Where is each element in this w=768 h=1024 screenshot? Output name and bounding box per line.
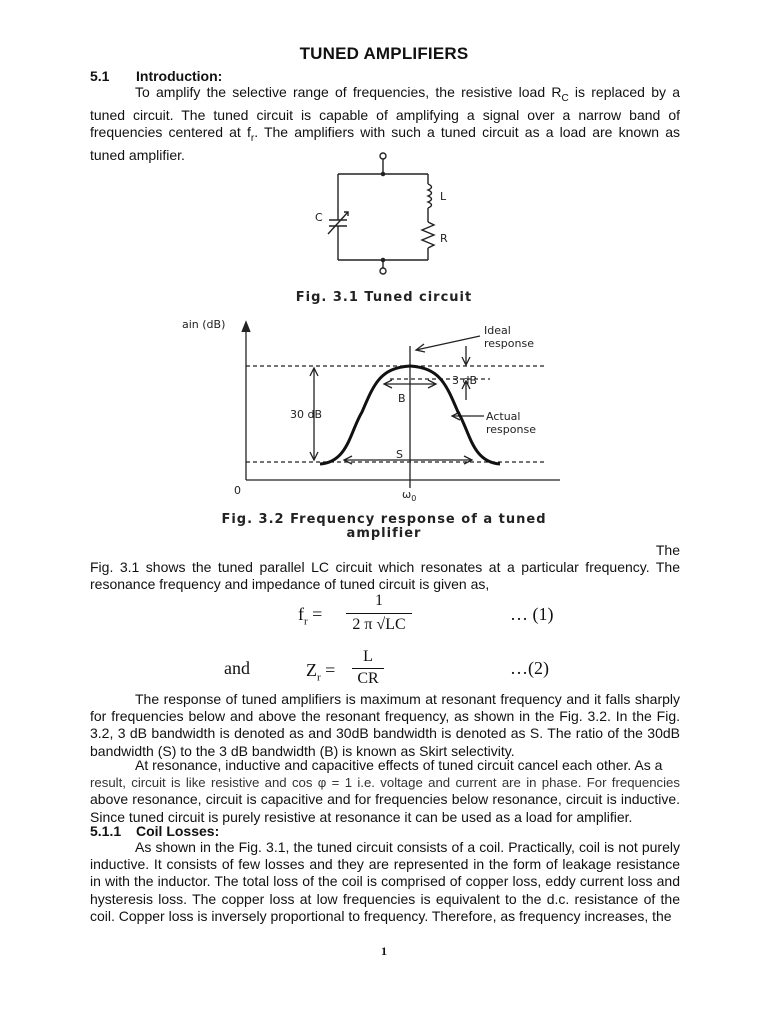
eq2-numerator: L xyxy=(363,648,373,665)
eq2-number: …(2) xyxy=(510,658,549,678)
frequency-response-diagram xyxy=(180,312,570,508)
fig-ref-lead: The xyxy=(655,542,680,558)
eq2-and: and xyxy=(224,658,250,678)
label-B: B xyxy=(398,392,406,405)
eq2-lhs: $Z_r$ = xyxy=(306,660,336,684)
label-R: R xyxy=(440,232,448,245)
label-L: L xyxy=(440,190,447,203)
tuned-circuit-diagram xyxy=(300,148,470,280)
page-number: 1 xyxy=(381,944,387,958)
response-paragraph: The response of tuned amplifiers is maximum at resonant frequency and it falls sharply for frequencies below and above the resonant frequency, as shown in the Fig. 3.2. In the Fig. 3.2, 3 dB bandwidth is denoted as and 30dB bandwidth is denoted as S. The ratio of the 30dB bandwidth (S) to the 3 dB bandwidth (B) is known as Skirt selectivity. xyxy=(90,691,680,759)
fig2-caption-line1: Fig. 3.2 Frequency response of a tuned xyxy=(221,512,547,527)
actual-response-label: Actual response xyxy=(486,410,536,436)
fig1-caption: Fig. 3.1 Tuned circuit xyxy=(295,290,473,305)
omega-label: $\omega_0$ xyxy=(402,488,417,503)
eq2-denominator: CR xyxy=(357,670,379,687)
section-number: 5.1 xyxy=(90,68,110,84)
eq1-fraction-bar xyxy=(346,613,412,614)
intro-paragraph: To amplify the selective range of frequencies, the resistive load $R_C$ is replaced by a tuned circuit. The tuned circuit is capable of amplifying a signal over a narrow band of frequencies centered at $f_r$. The amplifiers with such a tuned circuit as a load are known as tuned amplifier. xyxy=(90,84,680,164)
eq1-lhs: $f_r$ = xyxy=(298,604,323,628)
coil-paragraph: As shown in the Fig. 3.1, the tuned circuit consists of a coil. Practically, coil is not purely inductive. It consists of few losses and they are represented in the form of leakage resistance in with the inductor. The total loss of the coil is comprised of copper loss, eddy current loss and hysteresis loss. The copper loss at low frequencies is equivalent to the d.c. resistance of the coil. Copper loss is inversely proportional to frequency. Therefore, as frequency increases, the xyxy=(90,839,680,924)
label-30db: 30 dB xyxy=(290,408,323,421)
label-C: C xyxy=(315,211,323,224)
eq1-denominator: 2 π √LC xyxy=(352,616,406,633)
fig2-caption-line2: amplifier xyxy=(346,526,422,541)
origin-label: 0 xyxy=(234,484,241,497)
resonance-paragraph: At resonance, inductive and capacitive effects of tuned circuit cancel each other. As a result, circuit is like resistive and cos φ = 1 i.e. voltage and current are in phase. For frequencies above resonance, circuit is capacitive and for frequencies below resonance, circuit is inductive. Since tuned circuit is purely resistive at resonance it can be used as a load for amplifier. xyxy=(90,757,680,825)
label-3db: 3 dB xyxy=(452,374,478,387)
y-axis-label: ain (dB) xyxy=(182,318,226,331)
eq1-numerator: 1 xyxy=(375,592,383,609)
section-heading: Introduction: xyxy=(136,68,223,84)
eq2-fraction-bar xyxy=(352,668,384,669)
ideal-response-label: Ideal response xyxy=(484,324,534,350)
label-S: S xyxy=(396,448,403,461)
subsection-number: 5.1.1 xyxy=(90,823,122,839)
fig-ref-paragraph: Fig. 3.1 shows the tuned parallel LC circuit which resonates at a particular frequency. The resonance frequency and impedance of tuned circuit is given as, xyxy=(90,559,680,593)
eq1-number: … (1) xyxy=(510,604,554,624)
page-title: TUNED AMPLIFIERS xyxy=(299,44,469,63)
subsection-heading: Coil Losses: xyxy=(136,823,220,839)
